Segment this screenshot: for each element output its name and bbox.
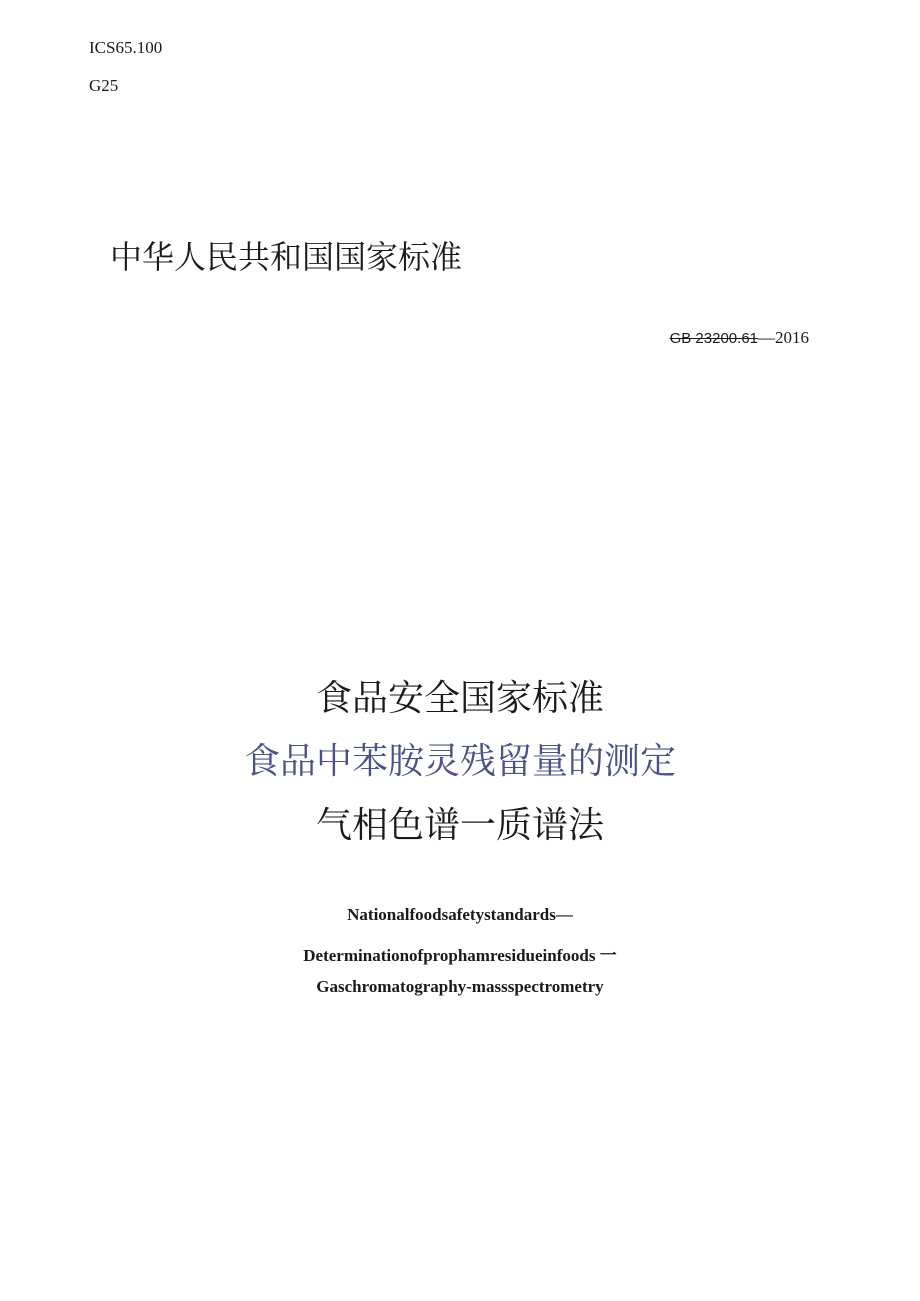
title-cn-line-2: 食品中苯胺灵残留量的测定 [243, 741, 676, 782]
title-en-line-1: Nationalfoodsafetystandards— [347, 905, 573, 924]
standard-number-year: —2016 [758, 328, 809, 347]
title-en-line-2: Determinationofprophamresidueinfoods 一 [303, 946, 617, 965]
title-cn-line-3: 气相色谱一质谱法 [315, 805, 604, 846]
national-standard-heading: 中华人民共和国国家标准 [110, 238, 463, 276]
title-en-line-3: Gaschromatography-massspectrometry [316, 977, 604, 996]
title-cn-line-1: 食品安全国家标准 [315, 678, 604, 719]
standard-number [670, 328, 809, 348]
ics-code: ICS65.100 [89, 38, 163, 57]
ccs-code: G25 [89, 76, 119, 95]
standard-number-struck: GB 23200.61 [669, 330, 758, 347]
